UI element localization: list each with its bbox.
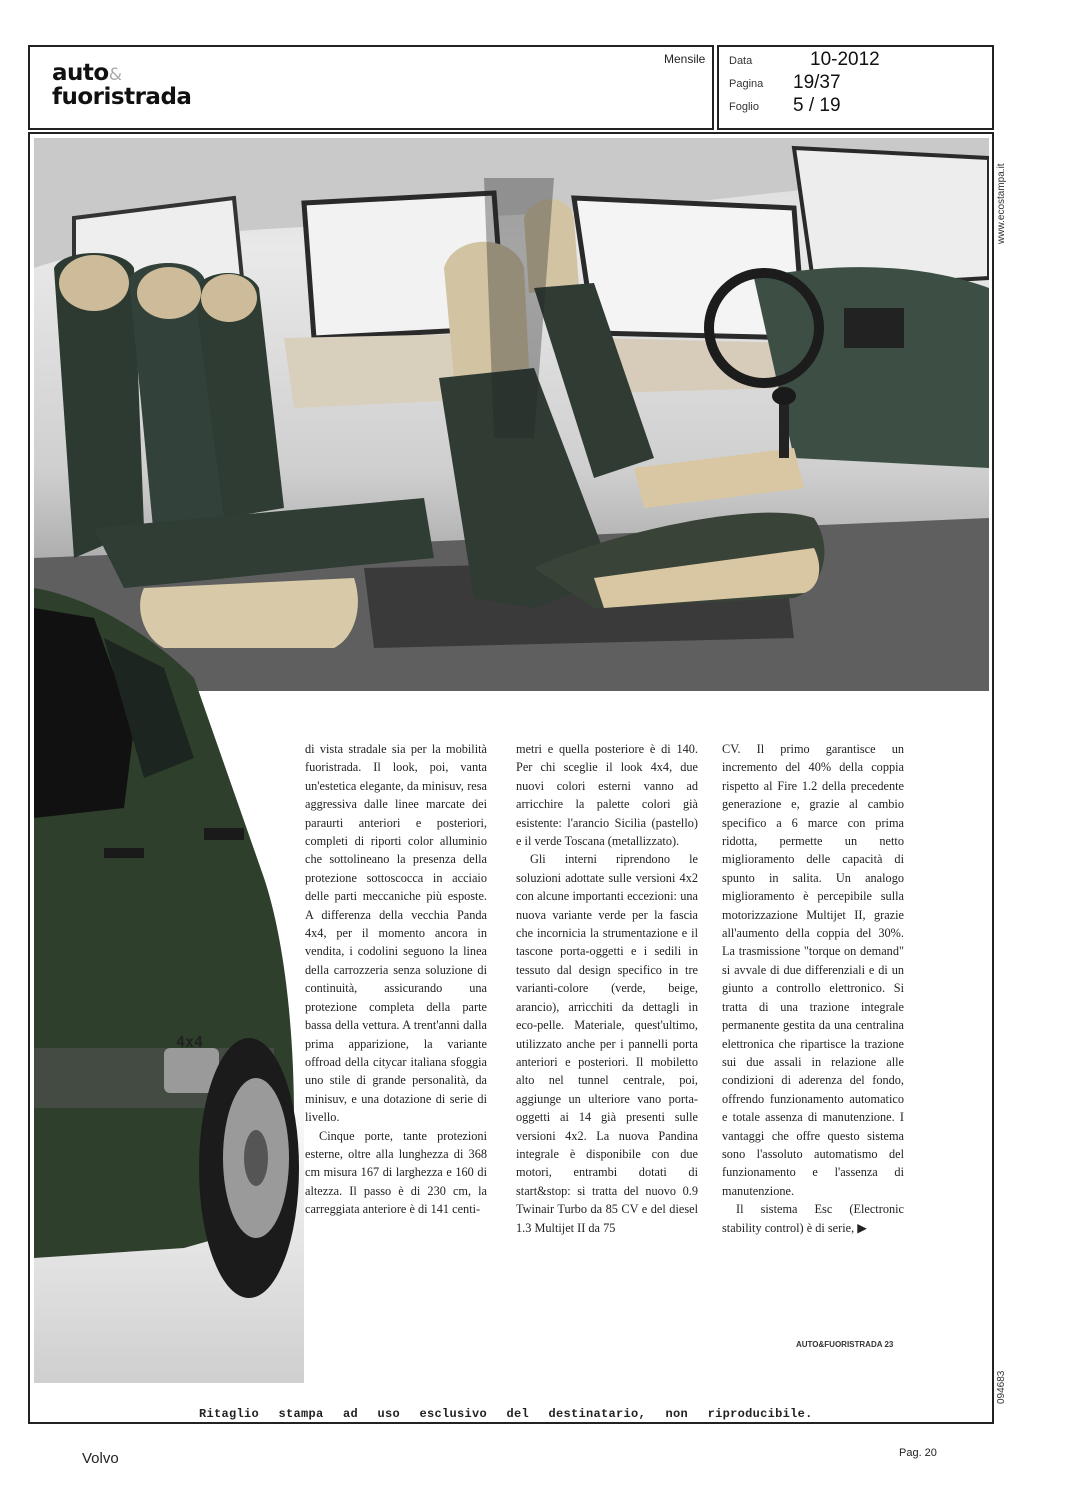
page-number: Pag. 20 [899, 1447, 937, 1459]
date-value: 10-2012 [810, 49, 880, 70]
article-paragraph: Gli interni riprendono le soluzioni adottate sulle versioni 4x2 con alcune importanti eccezioni: una nuova variante verde per la fascia che incornicia la strumentazione e il tascone porta-oggetti e i sedili in tessuto dal design specifico in tre varianti-colore (verde, beige, arancio), arricchiti da dettagli in eco-pelle. Materiale, quest'ultimo, utilizzato anche per i pannelli porta anteriori e posteriori. Il mobiletto alto nel tunnel centrale, poi, aggiunge un ulteriore vano porta-oggetti ai 14 già presenti sulle versioni 4x2. La nuova Pandina integrale è disponibile con due motori, entrambi dotati di start&stop: si tratta del nuovo 0.9 Twinair Turbo da 85 CV e del diesel 1.3 Multijet II da 75 [516, 852, 698, 1235]
article-column-3 [722, 740, 904, 1237]
article-paragraph: metri e quella posteriore è di 140. Per chi sceglie il look 4x4, due nuovi colori esterni vanno ad arricchire la palette colori già esistente: l'arancio Sicilia (pastello) e il verde Toscana (metallizzato). [516, 742, 698, 849]
sheet-value: 5 / 19 [793, 95, 841, 116]
sheet-label: Foglio [729, 101, 759, 113]
logo-line2: fuoristrada [52, 84, 192, 110]
website-vertical: www.ecostampa.it [996, 163, 1007, 244]
logo-line1: auto [52, 60, 109, 86]
document-code-vertical: 094683 [996, 1370, 1007, 1404]
article-paragraph: CV. Il primo garantisce un incremento del 40% della coppia rispetto al Fire 1.2 della precedente generazione e, grazie al cambio specifico a 6 marce con prima ridotta, permette un netto miglioramento delle capacità di spunto in salita. Un analogo miglioramento è percepibile sulla motorizzazione Multijet II, grazie all'aumento della coppia del 30%. La trasmissione "torque on demand" si avvale di due differenziali e di un giunto a controllo elettronico. Si tratta di una trazione integrale permanente gestita da una centralina elettronica che ripartisce la trazione sui due assali in relazione alle condizioni di aderenza del fondo, offrendo funzionamento automatico e totale assenza di manutenzione. I vantaggi che offre questo sistema sono l'assoluto automatismo del funzionamento e l'assenza di manutenzione. [722, 742, 904, 1198]
magazine-logo [52, 62, 191, 108]
client-name: Volvo [82, 1450, 119, 1467]
article-paragraph: Cinque porte, tante protezioni esterne, oltre alla lunghezza di 368 cm misura 167 di larghezza e 160 di altezza. Il passo è di 230 cm, la carreggiata anteriore è di 141 centi- [305, 1128, 487, 1217]
car-exterior-illustration [34, 578, 304, 1383]
article-column-2 [516, 740, 698, 1237]
4x4-badge: 4x4 [176, 1033, 204, 1051]
page-label: Pagina [729, 78, 764, 90]
article-paragraph: Il sistema Esc (Electronic stability control) è di serie, ▶ [722, 1202, 904, 1235]
date-label: Data [729, 55, 753, 67]
article-column-1 [305, 740, 487, 1219]
frequency-label: Mensile [664, 52, 706, 66]
magazine-page-footer: AUTO&FUORISTRADA 23 [796, 1340, 894, 1349]
page-value: 19/37 [793, 72, 841, 93]
logo-ampersand: & [108, 65, 122, 85]
disclaimer-text: Ritaglio stampa ad uso esclusivo del destinatario, non riproducibile. [199, 1407, 813, 1421]
article-paragraph: di vista stradale sia per la mobilità fuoristrada. Il look, poi, vanta un'estetica elegante, da minisuv, resa aggressiva dalle linee marcate dei paraurti anteriori e posteriori, completi di riporti color alluminio che sottolineano la presenza della protezione sottoscocca in acciaio delle parti meccaniche più esposte. A differenza della vecchia Panda 4x4, per il momento ancora in vendita, i codolini seguono la linea della carrozzeria senza soluzione di continuità, assicurando una protezione completa della parte bassa della vettura. A trent'anni dalla prima apparizione, la variante offroad della citycar italiana sfoggia uno stile di grande personalità, da minisuv, e una dotazione di serie di livello. [305, 742, 487, 1125]
